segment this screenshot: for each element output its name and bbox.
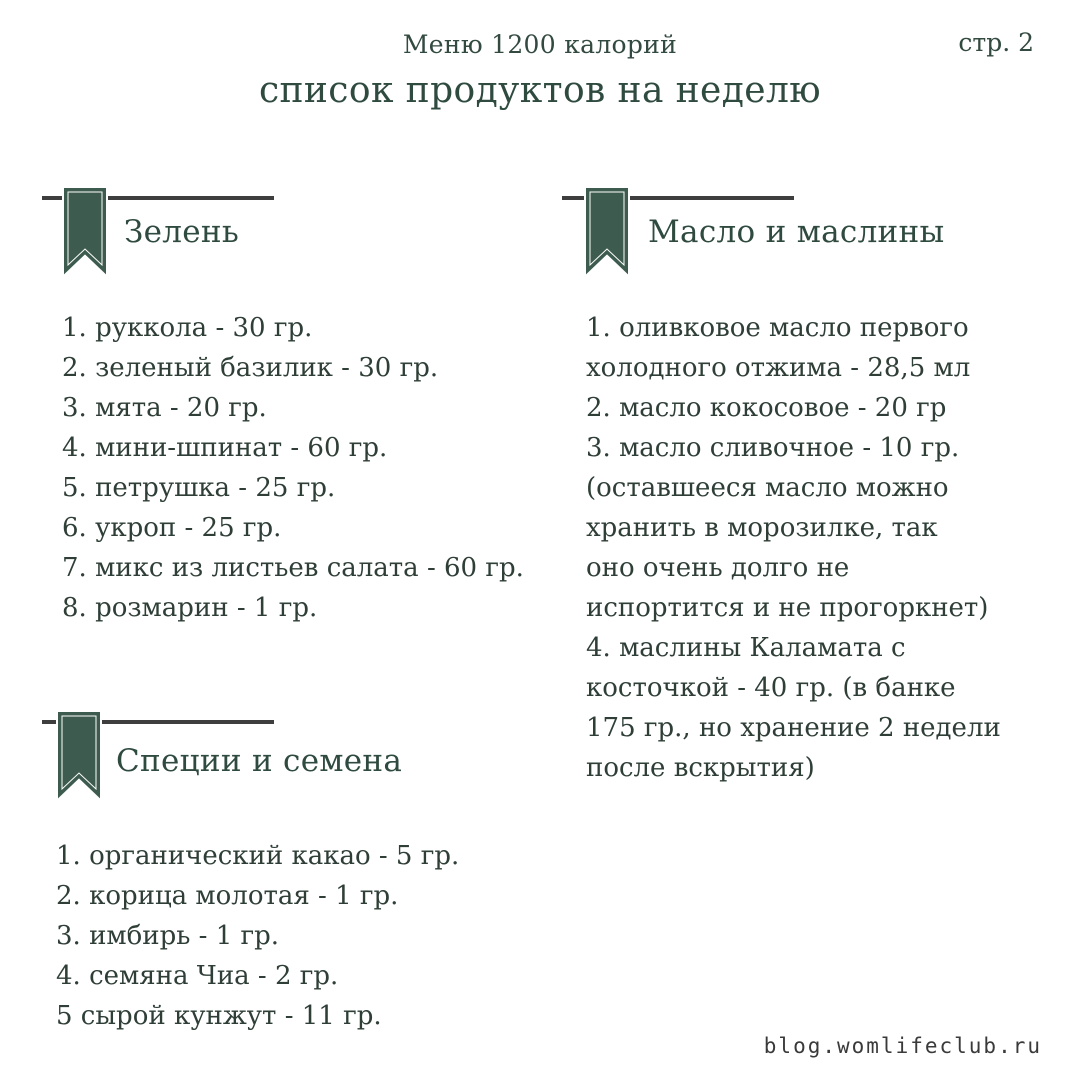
list-item: 6. укроп - 25 гр. <box>62 513 282 543</box>
list-item: 2. зеленый базилик - 30 гр. <box>62 353 439 383</box>
list-item: 2. масло кокосовое - 20 гр <box>586 393 947 423</box>
list-item: 3. мята - 20 гр. <box>62 393 267 423</box>
page-title: список продуктов на неделю <box>258 70 822 111</box>
oils-list <box>586 308 1001 788</box>
list-item: 1. руккола - 30 гр. <box>62 313 313 343</box>
list-item: 5. петрушка - 25 гр. <box>62 473 336 503</box>
section-title-greens: Зелень <box>124 214 240 250</box>
bookmark-ribbon-icon <box>56 710 102 802</box>
list-item: оно очень долго не <box>586 553 850 583</box>
section-title-spices: Специи и семена <box>116 743 403 779</box>
list-item: 2. корица молотая - 1 гр. <box>56 881 399 911</box>
subtitle: Меню 1200 калорий <box>402 30 678 59</box>
list-item: (оставшееся масло можно <box>586 473 949 503</box>
list-item: 4. семяна Чиа - 2 гр. <box>56 961 339 991</box>
section-title-oils: Масло и маслины <box>648 214 945 250</box>
list-item: 4. маслины Каламата с <box>586 633 906 663</box>
list-item: испортится и не прогоркнет) <box>586 593 989 623</box>
greens-list <box>62 308 524 628</box>
bookmark-ribbon-icon <box>584 186 630 278</box>
list-item: 1. органический какао - 5 гр. <box>56 841 460 871</box>
list-item: после вскрытия) <box>586 753 815 783</box>
list-item: холодного отжима - 28,5 мл <box>586 353 971 383</box>
list-item: 3. масло сливочное - 10 гр. <box>586 433 960 463</box>
spices-list <box>56 836 459 1036</box>
list-item: 175 гр., но хранение 2 недели <box>586 713 1001 743</box>
page-number: стр. 2 <box>958 28 1034 57</box>
list-item: 5 сырой кунжут - 11 гр. <box>56 1001 382 1031</box>
list-item: хранить в морозилке, так <box>586 513 938 543</box>
list-item: 8. розмарин - 1 гр. <box>62 593 318 623</box>
list-item: 7. микс из листьев салата - 60 гр. <box>62 553 524 583</box>
site-watermark: blog.womlifeclub.ru <box>763 1034 1042 1058</box>
list-item: 4. мини-шпинат - 60 гр. <box>62 433 388 463</box>
list-item: 3. имбирь - 1 гр. <box>56 921 280 951</box>
bookmark-ribbon-icon <box>62 186 108 278</box>
list-item: 1. оливковое масло первого <box>586 313 969 343</box>
list-item: косточкой - 40 гр. (в банке <box>586 673 956 703</box>
